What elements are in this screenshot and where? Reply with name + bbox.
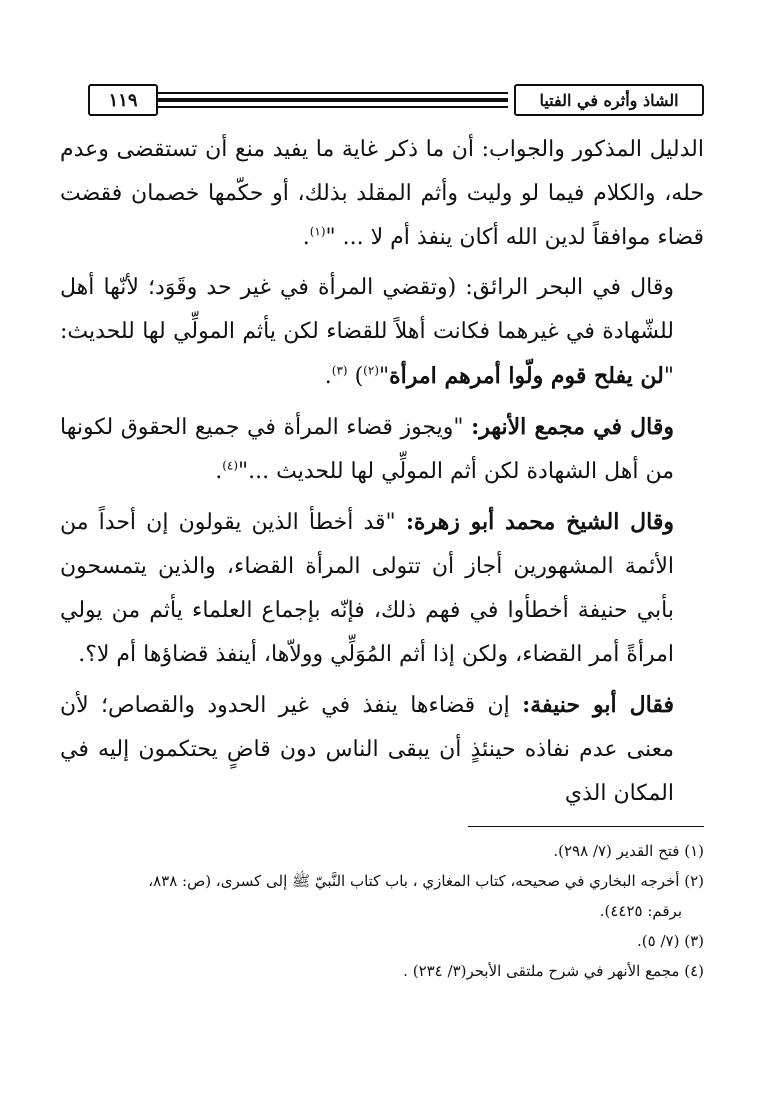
footnote-ref: (٤) — [222, 458, 239, 473]
source-label: فقال أبو حنيفة: — [522, 692, 674, 718]
page-number: ١١٩ — [88, 84, 158, 116]
header-rule — [158, 92, 508, 94]
footnote: برقم: ٤٤٢٥). — [599, 902, 682, 920]
paragraph — [60, 128, 704, 260]
footnote-ref: (٢) — [363, 363, 379, 378]
page-header — [88, 84, 704, 118]
paragraph-text: "ويجوز قضاء المرأة في جميع الحقوق لكونها من أهل الشهادة لكن أثم المولِّي لها للحديث ..." — [60, 415, 674, 484]
footnote: (٤) مجمع الأنهر في شرح ملتقى الأبحر(٣/ ٢٣٤) . — [403, 962, 704, 980]
paragraph-text: وقال في البحر الرائق: (وتقضي المرأة في غير حد وقَوَد؛ لأنّها أهل للشّهادة في غيرهما فكانت أهلاً للقضاء لكن يأثم المولِّي لها للحديث: " — [60, 275, 674, 389]
paragraph-text: الدليل المذكور والجواب: أن ما ذكر غاية ما يفيد منع أن تستقضى وعدم حله، والكلام فيما لو وليت وأثم المقلد بذلك، أو حكّمها خصمان فقضت قضاء موافقاً لدين الله أكان ينفذ أم لا ... " — [60, 137, 704, 250]
paragraph-text: . — [215, 459, 223, 484]
book-title: الشاذ وأثره في الفتيا — [514, 84, 704, 116]
paragraph-text: "قد أخطأ الذين يقولون إن أحداً من الأئمة المشهورين أجاز أن تتولى المرأة القضاء، والذين يتمسحون بأبي حنيفة أخطأوا في فهم ذلك، فإنّه بإجماع العلماء يأثم من يولي امرأةً أمر القضاء، ولكن إذا أثم المُوَلِّي وولاّها، أينفذ قضاؤها أم لا؟. — [60, 510, 674, 667]
hadith-text: لن يفلح قوم ولّوا أمرهم امرأة — [389, 363, 664, 389]
paragraph-text: . — [302, 225, 310, 250]
source-label: وقال في مجمع الأنهر: — [471, 414, 674, 440]
footnote: (١) فتح القدير (٧/ ٢٩٨). — [553, 842, 704, 860]
footnote: (٢) أخرجه البخاري في صحيحه، كتاب المغازي ، باب كتاب النَّبيّ ﷺ إلى كسرى، (ص: ٨٣٨، — [148, 872, 704, 890]
footnote: (٣) (٧/ ٥). — [637, 932, 704, 950]
footnote-ref: (٣) — [331, 363, 348, 378]
paragraph-text: " — [379, 364, 390, 389]
paragraph — [60, 405, 704, 494]
footnote-ref: (١) — [309, 224, 326, 239]
paragraph-text: إن قضاءها ينفذ في غير الحدود والقصاص؛ لأن معنى عدم نفاذه حينئذٍ أن يبقى الناس دون قاضٍ يحتكمون إليه في المكان الذي — [60, 693, 674, 806]
paragraph — [60, 266, 704, 399]
header-rule — [158, 98, 508, 102]
source-label: وقال الشيخ محمد أبو زهرة: — [405, 509, 674, 535]
main-text — [60, 128, 704, 822]
header-rule — [158, 106, 508, 108]
paragraph-text: . — [324, 364, 332, 389]
footnote-separator — [468, 826, 704, 827]
footnotes — [60, 836, 704, 986]
paragraph — [60, 683, 704, 816]
paragraph — [60, 500, 704, 677]
paragraph-text: ) — [347, 364, 364, 389]
